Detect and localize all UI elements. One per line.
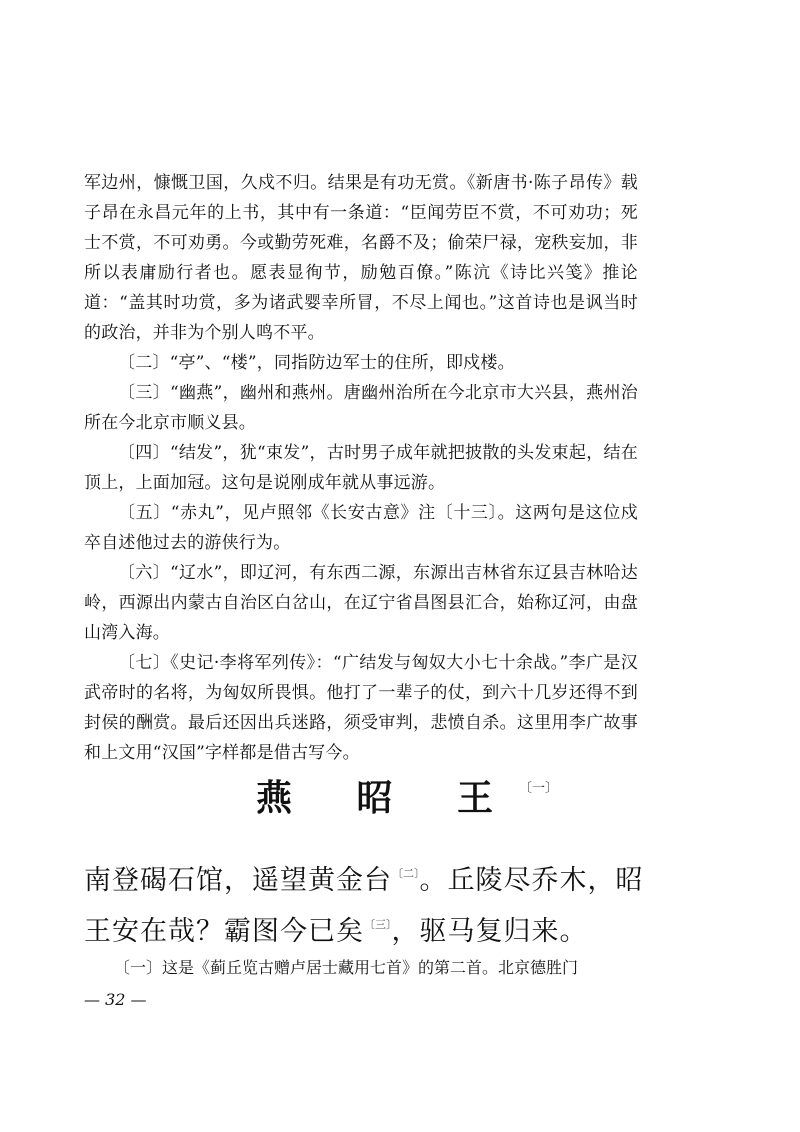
note-item-7: 〔七〕《史记·李将军列传》：“广结发与匈奴大小七十余战。”李广是汉武帝时的名将，为匈奴所畏惧。他打了一辈子的仗，到六十几岁还得不到封侯的酬赏。最后还因出兵迷路，须受审判，悲愤自杀。这里用李广故事和上文用“汉国”字样都是借古写今。 <box>84 653 638 763</box>
poem-title-note-marker: 〔一〕 <box>519 781 559 796</box>
poem-title <box>0 770 800 821</box>
note-continuation: 军边州，慷慨卫国，久戍不归。结果是有功无赏。《新唐书·陈子昂传》载子昂在永昌元年的上书，其中有一条道：“臣闻劳臣不赏，不可劝功；死士不赏，不可劝勇。今或勤劳死难，名爵不及；偷荣尸禄，宠秩妄加，非所以表庸励行者也。愿表显徇节，励勉百僚。”陈沆《诗比兴笺》推论道：“盖其时功赏，多为诸武婴幸所冒，不尽上闻也。”这首诗也是讽当时的政治，并非为个别人鸣不平。 <box>84 173 638 343</box>
poem-note-marker-3: 〔三〕 <box>364 918 392 931</box>
poem-body <box>84 852 644 954</box>
notes-section <box>84 168 638 768</box>
note-item-5: 〔五〕“赤丸”，见卢照邻《长安古意》注〔十三〕。这两句是这位戍卒自述他过去的游侠行为。 <box>84 503 638 553</box>
poem-title-text: 燕 昭 王 <box>255 777 520 819</box>
poem-text-a: 南登碣石馆，遥望黄金台 <box>84 865 392 896</box>
poem-text-c: ，驱马复归来。 <box>391 916 588 947</box>
poem-footnote-1: 〔一〕这是《蓟丘览古赠卢居士藏用七首》的第二首。北京德胜门 <box>114 958 579 977</box>
page-number: — 32 — <box>84 990 147 1009</box>
poem-text-b: 。丘陵尽乔木，昭王安在哉？霸图今已矣 <box>84 865 644 947</box>
note-item-6: 〔六〕“辽水”，即辽河，有东西二源，东源出吉林省东辽县吉林哈达岭，西源出内蒙古自治区白岔山，在辽宁省昌图县汇合，始称辽河，由盘山湾入海。 <box>84 563 638 643</box>
note-item-4: 〔四〕“结发”，犹“束发”，古时男子成年就把披散的头发束起，结在顶上，上面加冠。这句是说刚成年就从事远游。 <box>84 443 638 493</box>
poem-note-marker-2: 〔二〕 <box>392 867 420 880</box>
note-item-2: 〔二〕“亭”、“楼”，同指防边军士的住所，即戍楼。 <box>118 353 515 373</box>
note-item-3: 〔三〕“幽燕”，幽州和燕州。唐幽州治所在今北京市大兴县，燕州治所在今北京市顺义县。 <box>84 383 638 433</box>
